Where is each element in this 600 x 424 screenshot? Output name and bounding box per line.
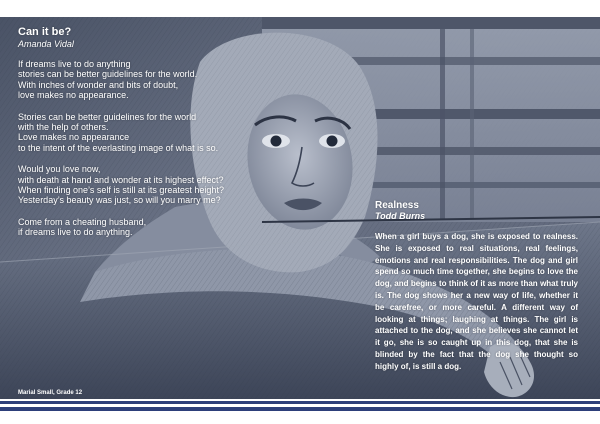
stanza-2 — [18, 112, 318, 154]
poem-line: with death at hand and wonder at its highest effect? — [18, 174, 224, 185]
poem-line: stories can be better guidelines for the world. — [18, 69, 198, 80]
poem-line: Come from a cheating husband, — [18, 216, 147, 227]
poem-line: When finding one’s self is still at its greatest height? — [18, 185, 224, 196]
poem-line: Would you love now, — [18, 164, 101, 175]
poem-line: With inches of wonder and bits of doubt, — [18, 79, 179, 90]
footer-rule-thin — [0, 401, 600, 404]
poem-can-it-be — [18, 26, 318, 249]
poem-line: love makes no appearance. — [18, 90, 129, 101]
stanza-3 — [18, 164, 318, 206]
stanza-1 — [18, 59, 318, 101]
poem-line: Love makes no appearance — [18, 132, 130, 143]
prose-body: When a girl buys a dog, she is exposed to realness. She is exposed to real situations, real feelings, emotions and real responsibilities. The dog and girl spend so much time together, she begins to love the dog, and begins to think of it as more than what truly is. The dog shows her a new way of life, whether it be carefree, or more careful. A different way of looking at things; laughing at things. The girl is attached to the dog, and she believes she cannot let it go, she is so caught up in this dog, that she is blinded by the fact that the dog she thought so highly of, is still a dog. — [375, 232, 578, 371]
poem-line: if dreams live to do anything. — [18, 227, 133, 238]
poem-title: Realness — [375, 200, 419, 211]
poem-line: with the help of others. — [18, 122, 109, 133]
poem-line: to the intent of the everlasting image of what is so. — [18, 142, 219, 153]
poem-line: Stories can be better guidelines for the world — [18, 111, 197, 122]
poem-line: If dreams live to do anything — [18, 59, 131, 69]
footer-rule-thick — [0, 407, 600, 411]
poem-line: Yesterday’s beauty was just, so will you marry me? — [18, 195, 221, 206]
top-margin — [0, 0, 600, 17]
stanza-4 — [18, 217, 318, 238]
poem-realness — [375, 200, 578, 373]
artwork-credit: Marial Small, Grade 12 — [18, 390, 83, 396]
poem-author: Amanda Vidal — [18, 39, 74, 49]
poem-title: Can it be? — [18, 26, 72, 38]
poem-author: Todd Burns — [375, 211, 426, 221]
